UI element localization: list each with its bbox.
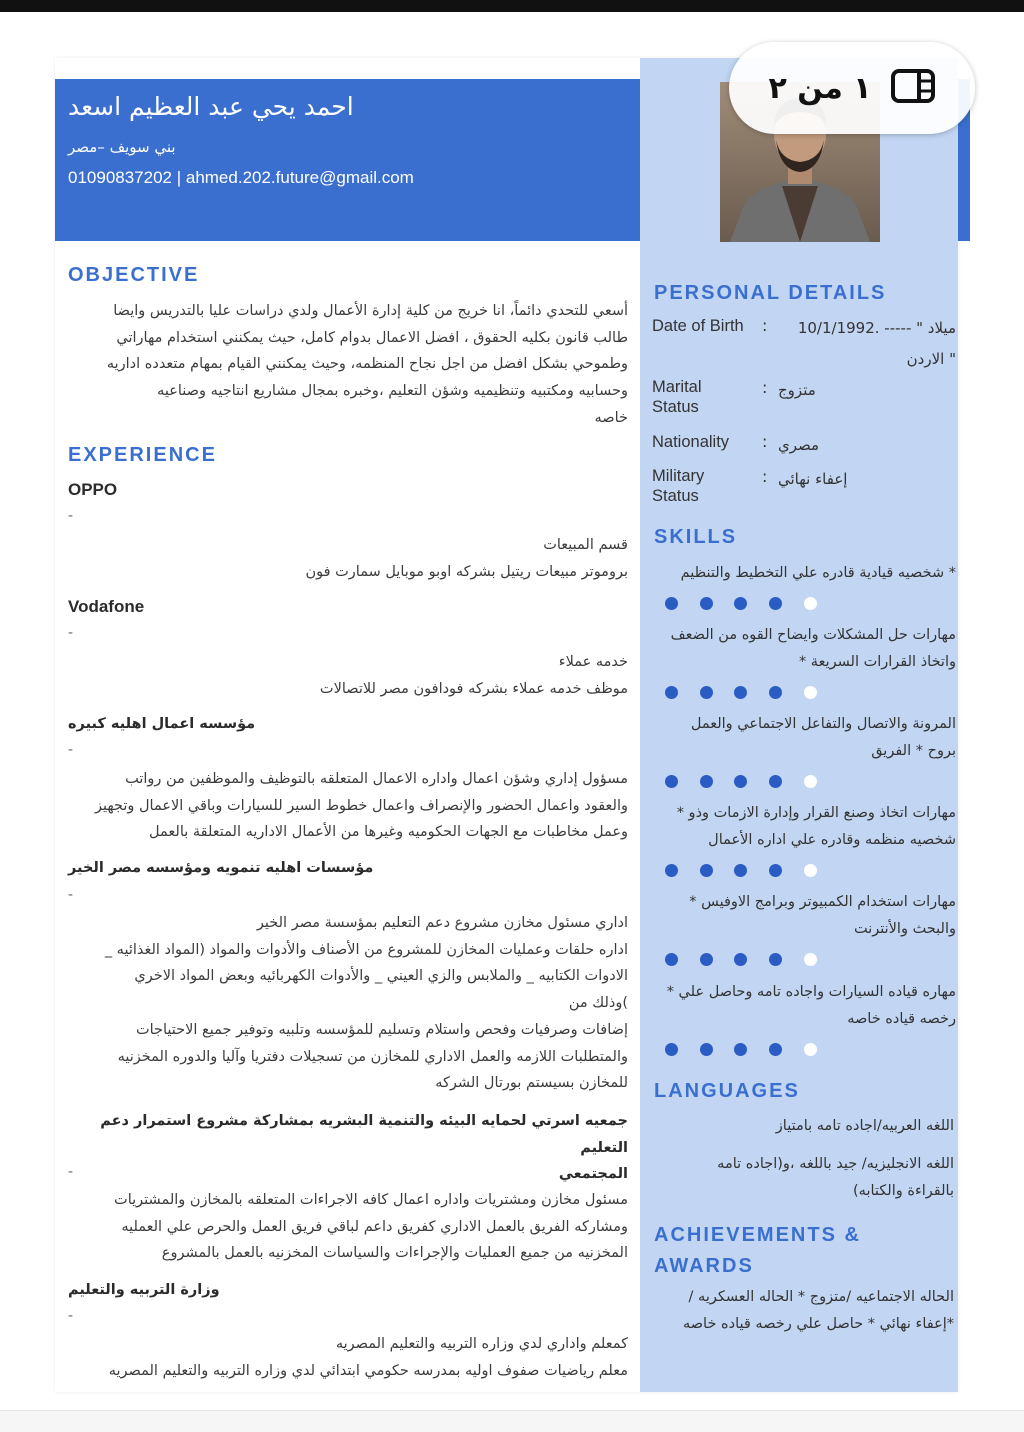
skill-line: رخصه قياده خاصه — [847, 1011, 956, 1027]
military-value-line: إعفاء نهائي — [778, 470, 848, 488]
achievements-text — [654, 1284, 954, 1338]
personal-details-heading: PERSONAL DETAILS — [654, 282, 887, 304]
military-status-value — [778, 464, 956, 495]
rating-dot — [700, 953, 713, 966]
job-line: ومشاركه الفريق بالعمل الاداري كفريق داعم لباقي فريق العمل والحرص علي العمليه — [121, 1218, 628, 1235]
page-indicator[interactable] — [729, 42, 975, 134]
job-line: موظف خدمه عملاء بشركه فودافون مصر للاتصالات — [319, 680, 628, 697]
company-heading: مؤسسات اهليه تنمويه ومؤسسه مصر الخير — [68, 860, 374, 876]
label-line: Status — [652, 398, 699, 416]
skill-line: مهاره قياده السيارات واجاده تامه وحاصل علي * — [666, 984, 956, 1000]
nationality-label: Nationality — [652, 433, 730, 451]
language-item — [654, 1151, 954, 1205]
job-description — [68, 1187, 628, 1267]
marital-status-value — [778, 375, 956, 406]
skill-line: مهارات اتخاذ وصنع القرار وإدارة الازمات وذو * — [676, 805, 956, 821]
bottom-edge — [0, 1410, 1024, 1432]
military-status-label — [652, 466, 704, 506]
objective-heading: OBJECTIVE — [68, 264, 200, 286]
objective-line: وحسابيه ومكتبيه وتنظيميه وشؤن التعليم ،وخبره بمجال مشاريع انتاجيه وصناعيه — [157, 383, 628, 400]
skill-line: بروح * الفريق — [871, 743, 956, 759]
rating-dot — [700, 775, 713, 788]
rating-dot — [665, 597, 678, 610]
language-item — [654, 1113, 954, 1140]
skill-rating — [665, 775, 817, 788]
skill-item — [654, 979, 956, 1033]
company-line: جمعيه اسرتي لحمايه البيئه والتنمية البشريه بمشاركة مشروع استمرار دعم التعليم — [100, 1113, 628, 1156]
achievements-heading-line: ACHIEVEMENTS & — [654, 1224, 861, 1246]
marital-value-line: متزوج — [778, 381, 816, 399]
rating-dot-empty — [804, 953, 817, 966]
job-line: والمتطلبات اللازمه والعمل الاداري للمخازن من تسجيلات دفتريا وآليا والدوره المخزنيه — [117, 1048, 628, 1065]
marital-colon: : — [762, 378, 768, 397]
role-dash: - — [68, 508, 74, 524]
job-description — [68, 532, 628, 585]
language-line: اللغه العربيه/اجاده تامه بامتياز — [775, 1118, 954, 1134]
candidate-location: بني سويف –مصر — [68, 138, 176, 156]
language-line: بالقراءة والكتابه) — [853, 1183, 954, 1199]
dob-label: Date of Birth — [652, 317, 744, 335]
skill-rating — [665, 953, 817, 966]
marital-status-label — [652, 377, 702, 417]
skill-rating — [665, 597, 817, 610]
skill-item — [654, 889, 956, 943]
achievements-heading-line: AWARDS — [654, 1255, 754, 1277]
rating-dot-empty — [804, 864, 817, 877]
job-line: الادوات الكتابيه _ والملابس والزي العيني _ والأدوات الكهربائيه وبعض المواد الاخري — [134, 968, 628, 985]
skill-item — [654, 800, 956, 854]
job-line: )وذلك من — [568, 995, 628, 1012]
skills-heading: SKILLS — [654, 526, 738, 548]
rating-dot-empty — [804, 775, 817, 788]
skill-line: مهارات استخدام الكمبيوتر وبرامج الاوفيس * — [689, 894, 956, 910]
job-line: معلم رياضيات صفوف اوليه بمدرسه حكومي ابتدائي لدي وزاره التربيه والتعليم المصريه — [108, 1362, 628, 1379]
skill-rating — [665, 686, 817, 699]
achievements-heading — [654, 1220, 861, 1282]
dob-value-line: ميلاد " ----- .10/1/1992 — [797, 319, 956, 337]
rating-dot — [665, 864, 678, 877]
job-line: المخزنيه من جميع العمليات والإجراءات والسياسات المخزنيه بالعمل بالمشروع — [161, 1245, 628, 1262]
company-heading: مؤسسه اعمال اهليه كبيره — [68, 716, 256, 732]
job-line: والعقود واعمال الحضور والإنصراف واعمال خطوط السير للسيارات وباقي الاعمال وتجهيز — [94, 797, 628, 814]
skill-line: واتخاذ القرارات السريعة * — [798, 654, 956, 670]
rating-dot — [769, 775, 782, 788]
dob-value-line: " الاردن — [906, 350, 956, 368]
rating-dot — [700, 864, 713, 877]
military-colon: : — [762, 467, 768, 486]
rating-dot — [734, 953, 747, 966]
rating-dot — [700, 1043, 713, 1056]
rating-dot — [734, 864, 747, 877]
rating-dot — [665, 1043, 678, 1056]
job-line: بروموتر مبيعات ريتيل بشركه اوبو موبايل سمارت فون — [305, 563, 628, 580]
experience-heading: EXPERIENCE — [68, 444, 217, 466]
company-oppo: OPPO — [68, 480, 118, 499]
company-heading — [68, 1108, 628, 1188]
job-line: اداره حلقات وعمليات المخازن للمشروع من الأصناف والأدوات والمواد (المواد الغذائيه _ — [104, 941, 628, 958]
job-description — [68, 1331, 628, 1384]
skill-item — [654, 622, 956, 676]
label-line: Military — [652, 467, 705, 485]
rating-dot — [700, 686, 713, 699]
status-bar — [0, 0, 1024, 12]
job-line: مسؤول إداري وشؤن اعمال واداره الاعمال المتعلقه بالتوظيف والموظفين من رواتب — [125, 771, 628, 787]
rating-dot — [665, 686, 678, 699]
skill-line: مهارات حل المشكلات وايضاح القوه من الضعف — [670, 627, 956, 643]
objective-line: خاصه — [594, 409, 628, 426]
job-line: خدمه عملاء — [558, 654, 628, 670]
rating-dot — [700, 597, 713, 610]
company-line: المجتمعي — [558, 1166, 628, 1183]
label-line: Marital — [652, 378, 702, 396]
skill-line: * شخصيه قيادية قادره علي التخطيط والتنظيم — [680, 565, 956, 581]
skill-line: شخصيه منظمه وقادره علي اداره الأعمال — [708, 832, 956, 848]
label-line: Status — [652, 487, 699, 505]
rating-dot — [769, 864, 782, 877]
page-indicator-text: ١ من ٢ — [768, 70, 872, 106]
rating-dot-empty — [804, 686, 817, 699]
job-line: إضافات وصرفيات وفحص واستلام وتسليم للمؤسسه وتلبيه وتوفير جميع الاحتياجات — [135, 1021, 628, 1038]
rating-dot — [769, 1043, 782, 1056]
rating-dot — [665, 953, 678, 966]
skill-rating — [665, 1043, 817, 1056]
job-line: اداري مسئول مخازن مشروع دعم التعليم بمؤسسة مصر الخير — [256, 915, 628, 931]
achievements-line: *إعفاء نهائي * حاصل علي رخصه قياده خاصه — [682, 1316, 954, 1332]
objective-line: وطموحي بشكل افضل من اجل نجاح المنظمه، وحيث يمكنني القيام بمهام متعدده اداريه — [106, 356, 628, 373]
rating-dot — [769, 686, 782, 699]
nationality-value-line: مصري — [778, 436, 820, 454]
rating-dot — [769, 953, 782, 966]
skill-item — [654, 711, 956, 765]
rating-dot — [734, 775, 747, 788]
objective-line: طالب قانون بكليه الحقوق ، افضل الاعمال بدوام كامل، حيث يمكنني استخدام مهاراتي — [116, 329, 628, 346]
role-dash: - — [68, 625, 74, 641]
nationality-value — [778, 430, 956, 461]
skill-line: المرونة والاتصال والتفاعل الاجتماعي والعمل — [690, 716, 956, 732]
dob-colon: : — [762, 316, 768, 335]
role-dash: - — [68, 1164, 74, 1180]
rating-dot — [734, 1043, 747, 1056]
job-line: قسم المبيعات — [543, 537, 628, 553]
role-dash: - — [68, 1308, 74, 1324]
rating-dot — [734, 597, 747, 610]
job-line: مسئول مخازن ومشتريات واداره اعمال كافه الاجراءات المتعلقه بالمخازن والمشتريات — [114, 1192, 628, 1208]
skill-item — [654, 560, 956, 587]
nationality-colon: : — [762, 432, 768, 451]
rating-dot — [734, 686, 747, 699]
split-view-icon — [890, 68, 936, 108]
rating-dot — [665, 775, 678, 788]
job-description — [68, 766, 628, 846]
objective-line: أسعي للتحدي دائماً، انا خريج من كلية إدارة الأعمال ولدي دراسات عليا بالتدريس وايضا — [113, 303, 628, 319]
candidate-name: احمد يحي عبد العظيم اسعد — [68, 92, 354, 121]
company-heading: وزارة التربيه والتعليم — [68, 1282, 220, 1298]
objective-text — [68, 298, 628, 432]
job-line: للمخازن بسيستم بورتال الشركه — [435, 1075, 628, 1092]
rating-dot-empty — [804, 1043, 817, 1056]
skill-line: والبحث والأنترنت — [853, 921, 956, 937]
skill-rating — [665, 864, 817, 877]
job-description — [68, 910, 628, 1097]
candidate-contact: 01090837202 | ahmed.202.future@gmail.com — [68, 168, 414, 187]
languages-heading: LANGUAGES — [654, 1080, 800, 1102]
role-dash: - — [68, 887, 74, 903]
job-line: وعمل مخاطبات مع الجهات الحكوميه وغيرها من الأعمال الاداريه المتعلقة بالعمل — [149, 824, 628, 841]
job-line: كمعلم واداري لدي وزاره التربيه والتعليم المصريه — [335, 1336, 628, 1352]
company-vodafone: Vodafone — [68, 597, 145, 616]
dob-value — [778, 313, 956, 375]
job-description — [68, 649, 628, 702]
language-line: اللغه الانجليزيه/ جيد باللغه ،و(اجاده تامه — [717, 1156, 954, 1172]
achievements-line: الحاله الاجتماعيه /متزوج * الحاله العسكريه / — [688, 1289, 954, 1305]
role-dash: - — [68, 742, 74, 758]
rating-dot-empty — [804, 597, 817, 610]
rating-dot — [769, 597, 782, 610]
